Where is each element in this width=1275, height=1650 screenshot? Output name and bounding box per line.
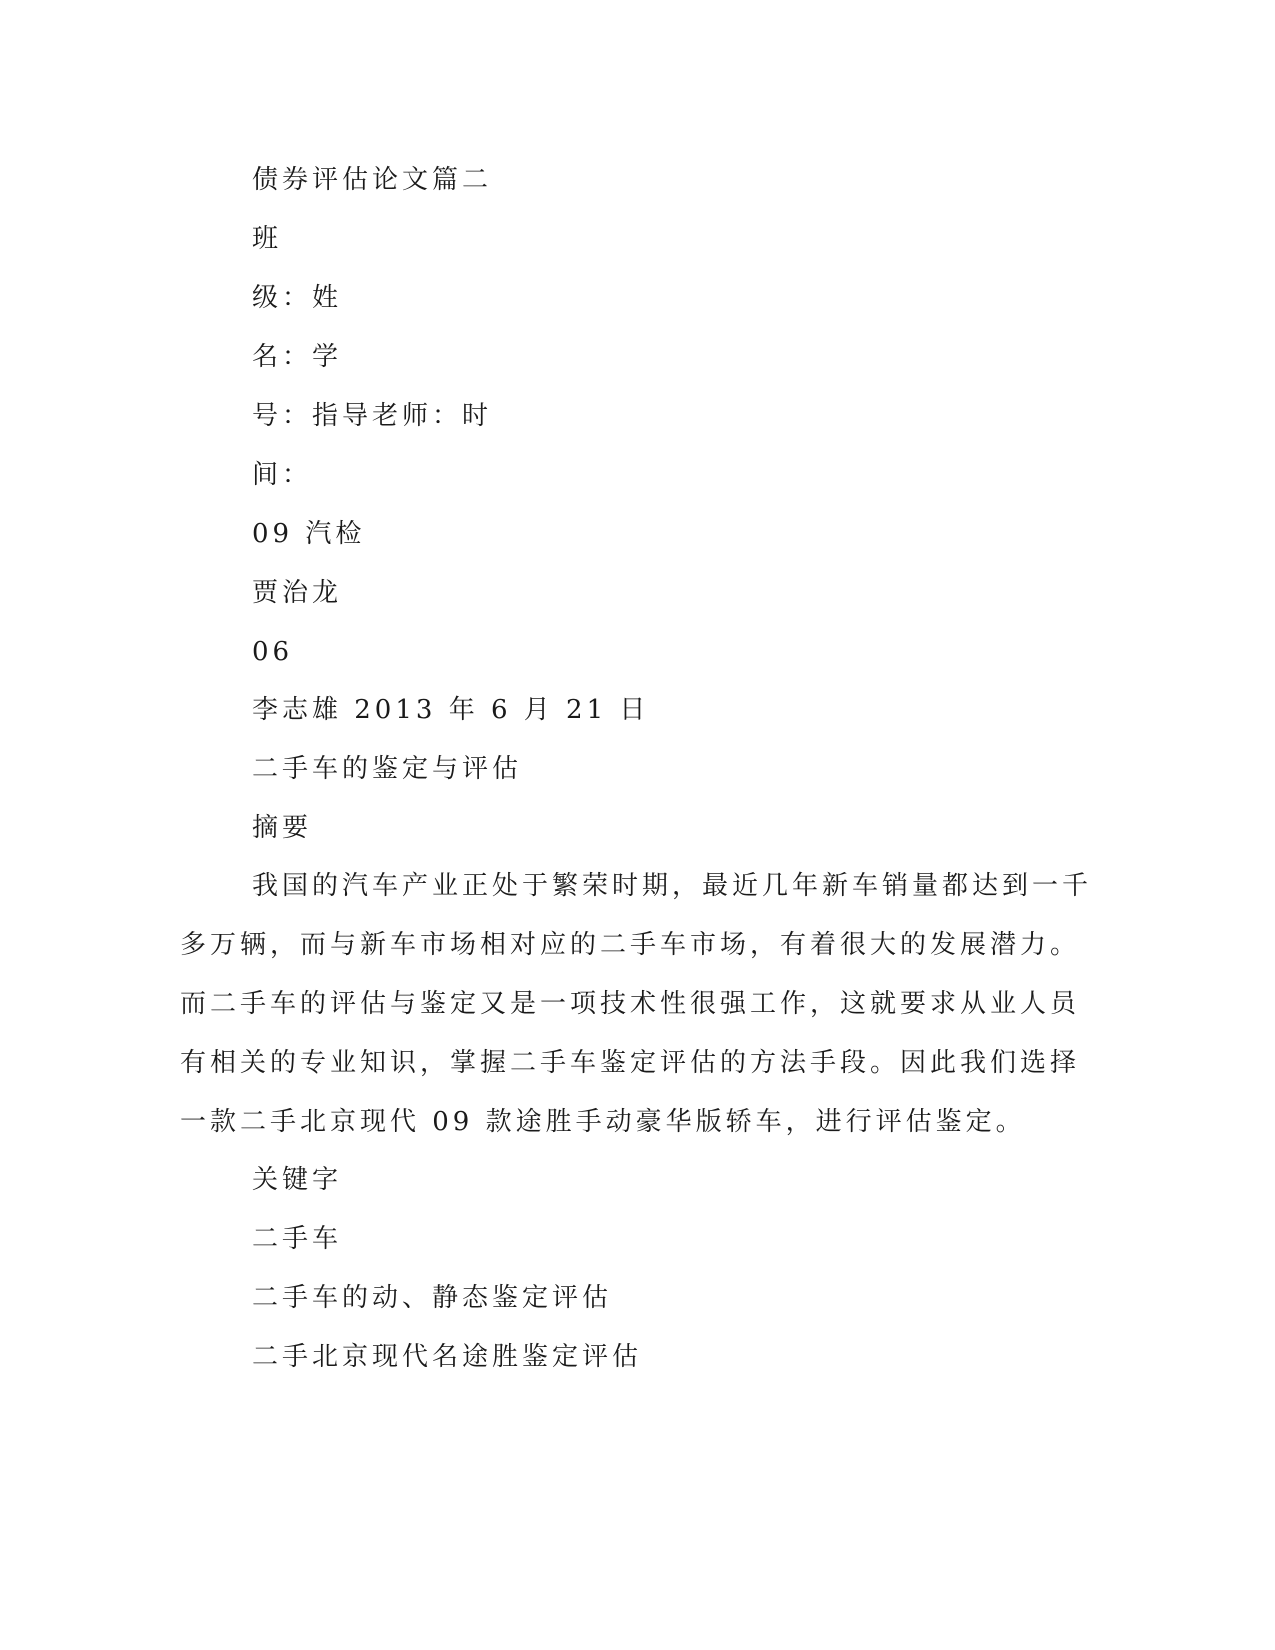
keyword-item: 二手北京现代名途胜鉴定评估	[252, 1342, 643, 1372]
abstract-label: 摘要	[252, 813, 313, 843]
cover-value-student-id: 06	[252, 637, 294, 667]
keyword-item: 二手车	[252, 1224, 343, 1254]
abstract-line: 多万辆，而与新车市场相对应的二手车市场，有着很大的发展潜力。	[180, 930, 1081, 960]
keyword-item: 二手车的动、静态鉴定评估	[252, 1283, 613, 1313]
cover-value-advisor-date: 李志雄 2013 年 6 月 21 日	[252, 695, 650, 725]
abstract-paragraph	[180, 857, 1093, 1152]
cover-line-advisor: 号：指导老师：时	[252, 401, 493, 431]
abstract-line: 有相关的专业知识，掌握二手车鉴定评估的方法手段。因此我们选择	[180, 1048, 1081, 1078]
keywords-label: 关键字	[252, 1165, 343, 1195]
cover-line-name: 级：姓	[252, 283, 343, 313]
cover-value-class: 09 汽检	[252, 519, 366, 549]
cover-line-student-id: 名：学	[252, 342, 343, 372]
cover-line-time: 间：	[252, 460, 313, 490]
cover-line-class: 班	[252, 224, 283, 254]
document-heading: 债券评估论文篇二	[252, 165, 493, 195]
cover-value-name: 贾治龙	[252, 578, 343, 608]
abstract-line: 而二手车的评估与鉴定又是一项技术性很强工作，这就要求从业人员	[180, 989, 1081, 1019]
paper-title: 二手车的鉴定与评估	[252, 754, 523, 784]
abstract-line: 一款二手北京现代 09 款途胜手动豪华版轿车，进行评估鉴定。	[180, 1107, 1026, 1137]
abstract-line: 我国的汽车产业正处于繁荣时期，最近几年新车销量都达到一千	[252, 871, 1093, 901]
